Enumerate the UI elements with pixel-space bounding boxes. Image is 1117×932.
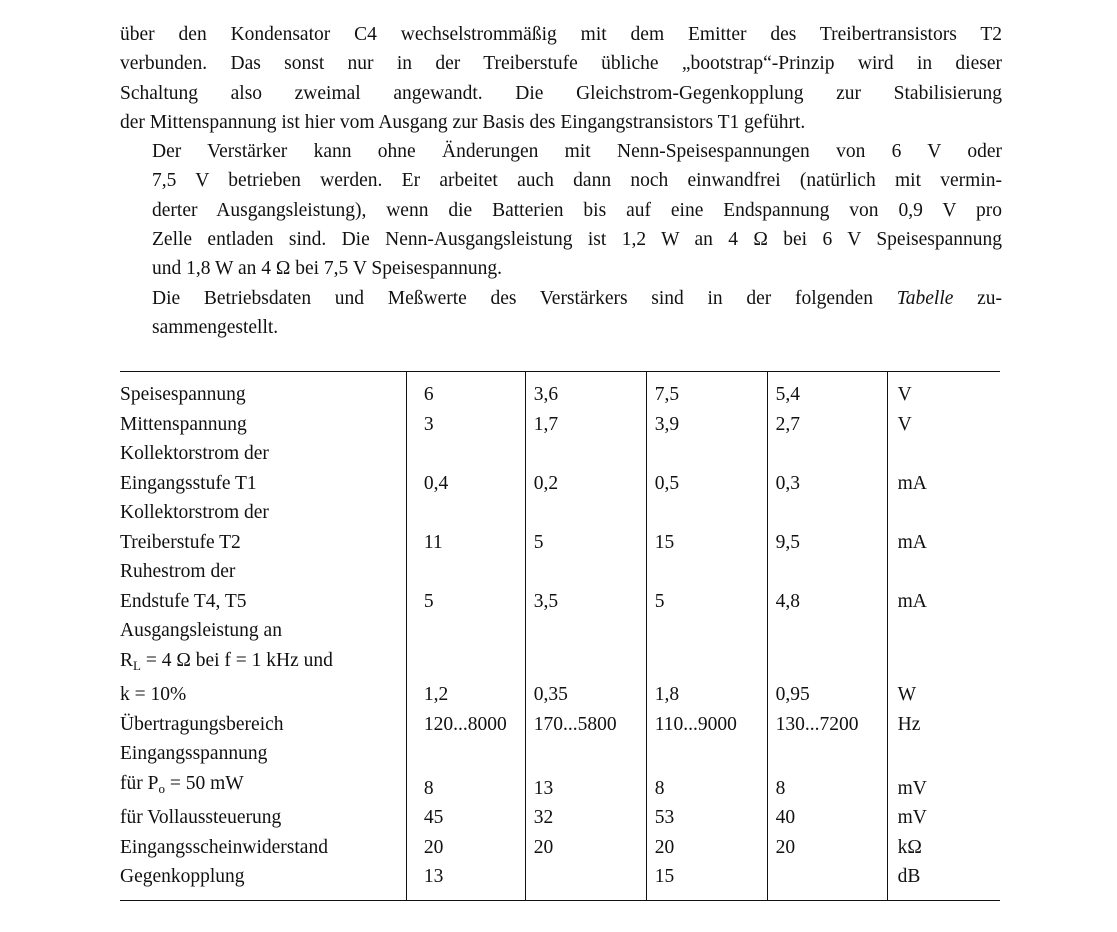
unit-cell: V <box>887 410 1000 440</box>
row-label-line: Gegenkopplung <box>120 866 245 887</box>
text-line: Schaltung also zweimal angewandt. Die Gleichstrom-Gegenkopplung zur Stabilisierung <box>120 82 1002 104</box>
value-cell: 5 <box>406 557 525 616</box>
paragraph-2 <box>120 137 1002 283</box>
value-cell: 3,6 <box>525 372 646 410</box>
row-label <box>120 739 406 803</box>
value-cell: 3,9 <box>646 410 767 440</box>
row-label-line: Ausgangsleistung an <box>120 620 282 641</box>
table-row <box>120 439 1000 498</box>
table-row <box>120 862 1000 900</box>
row-label-line: Ruhestrom der <box>120 561 236 582</box>
value-cell: 4,8 <box>767 557 887 616</box>
value-cell: 120...8000 <box>406 710 525 740</box>
value-cell: 7,5 <box>646 372 767 410</box>
value-cell: 11 <box>406 498 525 557</box>
value-cell: 2,7 <box>767 410 887 440</box>
text-line: verbunden. Das sonst nur in der Treiberstufe übliche „bootstrap“-Prinzip wird in dieser <box>120 53 1002 75</box>
value-cell: 45 <box>406 803 525 833</box>
table-row <box>120 616 1000 710</box>
text-line: der Mittenspannung ist hier vom Ausgang zur Basis des Eingangstransistors T1 geführt. <box>120 111 806 133</box>
value-cell: 130...7200 <box>767 710 887 740</box>
unit-cell: dB <box>887 862 1000 900</box>
unit-cell: mV <box>887 803 1000 833</box>
text-line: und 1,8 W an 4 Ω bei 7,5 V Speisespannung. <box>152 258 502 280</box>
row-label-line: $R_L = 4$ Ω bei f = 1 kHz und <box>120 649 333 673</box>
table-row <box>120 410 1000 440</box>
value-cell: 20 <box>646 833 767 863</box>
value-cell: 8 <box>646 739 767 803</box>
value-cell: 1,8 <box>646 616 767 710</box>
row-label <box>120 410 406 440</box>
value-cell: 20 <box>525 833 646 863</box>
row-label-line: für $P_o = 50$ mW <box>120 772 244 796</box>
table-row <box>120 498 1000 557</box>
value-cell <box>525 862 646 900</box>
value-cell: 5,4 <box>767 372 887 410</box>
value-cell: 0,3 <box>767 439 887 498</box>
value-cell: 15 <box>646 862 767 900</box>
row-label-line: Eingangsstufe T1 <box>120 472 257 494</box>
value-cell: 0,35 <box>525 616 646 710</box>
text-line: Zelle entladen sind. Die Nenn-Ausgangsleistung ist 1,2 W an 4 Ω bei 6 V Speisespannung <box>152 229 1002 251</box>
value-cell: 53 <box>646 803 767 833</box>
body-text <box>120 20 1002 342</box>
row-label-line: Endstufe T4, T5 <box>120 590 247 612</box>
value-cell: 110...9000 <box>646 710 767 740</box>
value-cell: 0,5 <box>646 439 767 498</box>
row-label <box>120 616 406 710</box>
row-label <box>120 439 406 498</box>
unit-cell: mV <box>887 739 1000 803</box>
value-cell: 20 <box>767 833 887 863</box>
table-row <box>120 557 1000 616</box>
row-label-line: Kollektorstrom der <box>120 502 269 523</box>
row-label <box>120 862 406 900</box>
value-cell: 170...5800 <box>525 710 646 740</box>
row-label <box>120 710 406 740</box>
row-label-line: Eingangsspannung <box>120 743 268 764</box>
operating-data-table <box>120 371 1000 901</box>
table-row <box>120 710 1000 740</box>
unit-cell: V <box>887 372 1000 410</box>
value-cell: 1,2 <box>406 616 525 710</box>
unit-cell: mA <box>887 557 1000 616</box>
row-label <box>120 372 406 410</box>
row-label <box>120 498 406 557</box>
row-label-line: Treiberstufe T2 <box>120 531 241 553</box>
paragraph-1 <box>120 20 1002 137</box>
text-fragment: zu- <box>953 287 1003 309</box>
table-row <box>120 739 1000 803</box>
value-cell: 3 <box>406 410 525 440</box>
paragraph-3 <box>120 284 1002 343</box>
table-row <box>120 803 1000 833</box>
row-label <box>120 833 406 863</box>
table-row <box>120 833 1000 863</box>
value-cell: 15 <box>646 498 767 557</box>
value-cell: 9,5 <box>767 498 887 557</box>
table-row <box>120 372 1000 410</box>
unit-cell: mA <box>887 439 1000 498</box>
row-label-line: Übertragungsbereich <box>120 713 284 735</box>
row-label-line: Mittenspannung <box>120 413 247 435</box>
value-cell: 5 <box>525 498 646 557</box>
value-cell: 32 <box>525 803 646 833</box>
row-label-line: für Vollaussteuerung <box>120 807 282 828</box>
value-cell: 0,95 <box>767 616 887 710</box>
unit-cell: kΩ <box>887 833 1000 863</box>
value-cell: 8 <box>406 739 525 803</box>
value-cell: 13 <box>406 862 525 900</box>
value-cell: 3,5 <box>525 557 646 616</box>
text-line: 7,5 V betrieben werden. Er arbeitet auch dann noch einwandfrei (natürlich mit vermin- <box>152 170 1002 192</box>
value-cell: 40 <box>767 803 887 833</box>
value-cell: 1,7 <box>525 410 646 440</box>
value-cell <box>767 862 887 900</box>
unit-cell: mA <box>887 498 1000 557</box>
unit-cell: Hz <box>887 710 1000 740</box>
text-fragment: Die Betriebsdaten und Meßwerte des Verstärkers sind in der folgenden <box>152 287 897 309</box>
text-line: über den Kondensator C4 wechselstrommäßig mit dem Emitter des Treibertransistors T2 <box>120 24 1002 45</box>
unit-cell: W <box>887 616 1000 710</box>
row-label <box>120 803 406 833</box>
text-line: Der Verstärker kann ohne Änderungen mit Nenn-Speisespannungen von 6 V oder <box>152 141 1002 163</box>
text-line <box>120 284 1002 313</box>
row-label-line: Eingangsscheinwiderstand <box>120 836 328 858</box>
italic-reference: Tabelle <box>896 287 954 309</box>
value-cell: 13 <box>525 739 646 803</box>
value-cell: 20 <box>406 833 525 863</box>
value-cell: 0,2 <box>525 439 646 498</box>
row-label-line: Speisespannung <box>120 384 246 405</box>
text-line: sammengestellt. <box>152 316 279 338</box>
row-label <box>120 557 406 616</box>
row-label-line: Kollektorstrom der <box>120 443 269 464</box>
row-label-line: k = 10% <box>120 684 187 705</box>
value-cell: 8 <box>767 739 887 803</box>
value-cell: 0,4 <box>406 439 525 498</box>
value-cell: 5 <box>646 557 767 616</box>
text-line: derter Ausgangsleistung), wenn die Batterien bis auf eine Endspannung von 0,9 V pro <box>152 199 1002 221</box>
value-cell: 6 <box>406 372 525 410</box>
